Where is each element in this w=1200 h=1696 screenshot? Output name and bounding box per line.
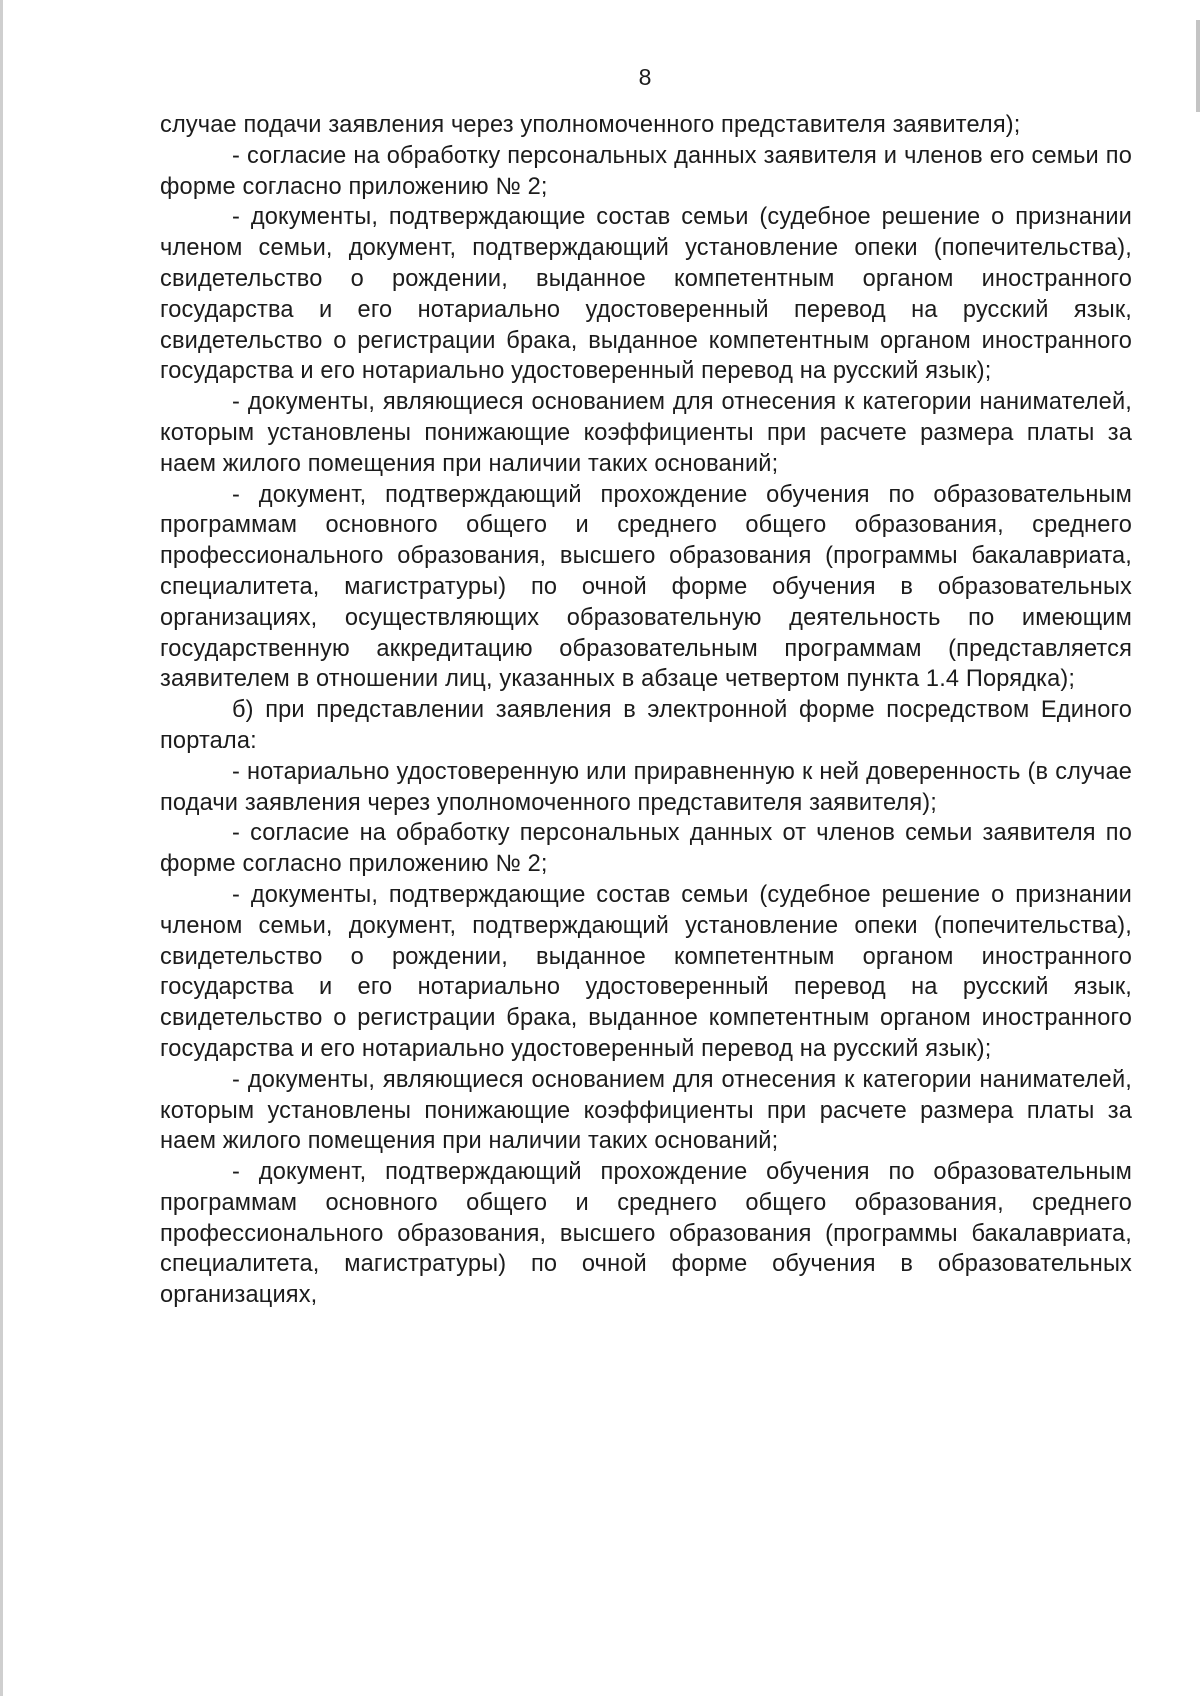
list-item-consent: - согласие на обработку персональных данных заявителя и членов его семьи по форме согласно приложению № 2;	[160, 142, 1132, 200]
page-left-edge	[0, 0, 3, 1696]
list-item-power-of-attorney: - нотариально удостоверенную или приравненную к ней доверенность (в случае подачи заявления через уполномоченного представителя заявителя);	[160, 758, 1132, 816]
page-number: 8	[638, 64, 652, 90]
list-item-family-documents-2: - документы, подтверждающие состав семьи (судебное решение о признании членом семьи, документ, подтверждающий установление опеки (попечительства), свидетельство о рождении, выданное компетентным органом иностранного государства и его нотариально удостоверенный перевод на русский язык, свидетельство о регистрации брака, выданное компетентным органом иностранного государства и его нотариально удостоверенный перевод на русский язык);	[160, 881, 1132, 1062]
list-item-family-documents: - документы, подтверждающие состав семьи (судебное решение о признании членом семьи, документ, подтверждающий установление опеки (попечительства), свидетельство о рождении, выданное компетентным органом иностранного государства и его нотариально удостоверенный перевод на русский язык, свидетельство о регистрации брака, выданное компетентным органом иностранного государства и его нотариально удостоверенный перевод на русский язык);	[160, 204, 1132, 385]
document-body	[160, 110, 1132, 1311]
paragraph-continuation: случае подачи заявления через уполномоченного представителя заявителя);	[160, 112, 1021, 138]
list-item-education-document: - документ, подтверждающий прохождение обучения по образовательным программам основного общего и среднего общего образования, среднего профессионального образования, высшего образования (программы бакалавриата, специалитета, магистратуры) по очной форме обучения в образовательных организациях, осуществляющих образовательную деятельность по имеющим государственную аккредитацию образовательным программам (представляется заявителем в отношении лиц, указанных в абзаце четвертом пункта 1.4 Порядка);	[160, 481, 1132, 693]
list-item-category-documents-2: - документы, являющиеся основанием для отнесения к категории нанимателей, которым установлены понижающие коэффициенты при расчете размера платы за наем жилого помещения при наличии таких оснований;	[160, 1066, 1132, 1155]
subsection-heading-b: б) при представлении заявления в электронной форме посредством Единого портала:	[160, 697, 1132, 754]
list-item-education-document-2: - документ, подтверждающий прохождение обучения по образовательным программам основного общего и среднего общего образования, среднего профессионального образования, высшего образования (программы бакалавриата, специалитета, магистратуры) по очной форме обучения в образовательных организациях,	[160, 1159, 1132, 1309]
list-item-consent-family: - согласие на обработку персональных данных от членов семьи заявителя по форме согласно приложению № 2;	[160, 820, 1132, 878]
list-item-category-documents: - документы, являющиеся основанием для отнесения к категории нанимателей, которым установлены понижающие коэффициенты при расчете размера платы за наем жилого помещения при наличии таких оснований;	[160, 389, 1132, 477]
